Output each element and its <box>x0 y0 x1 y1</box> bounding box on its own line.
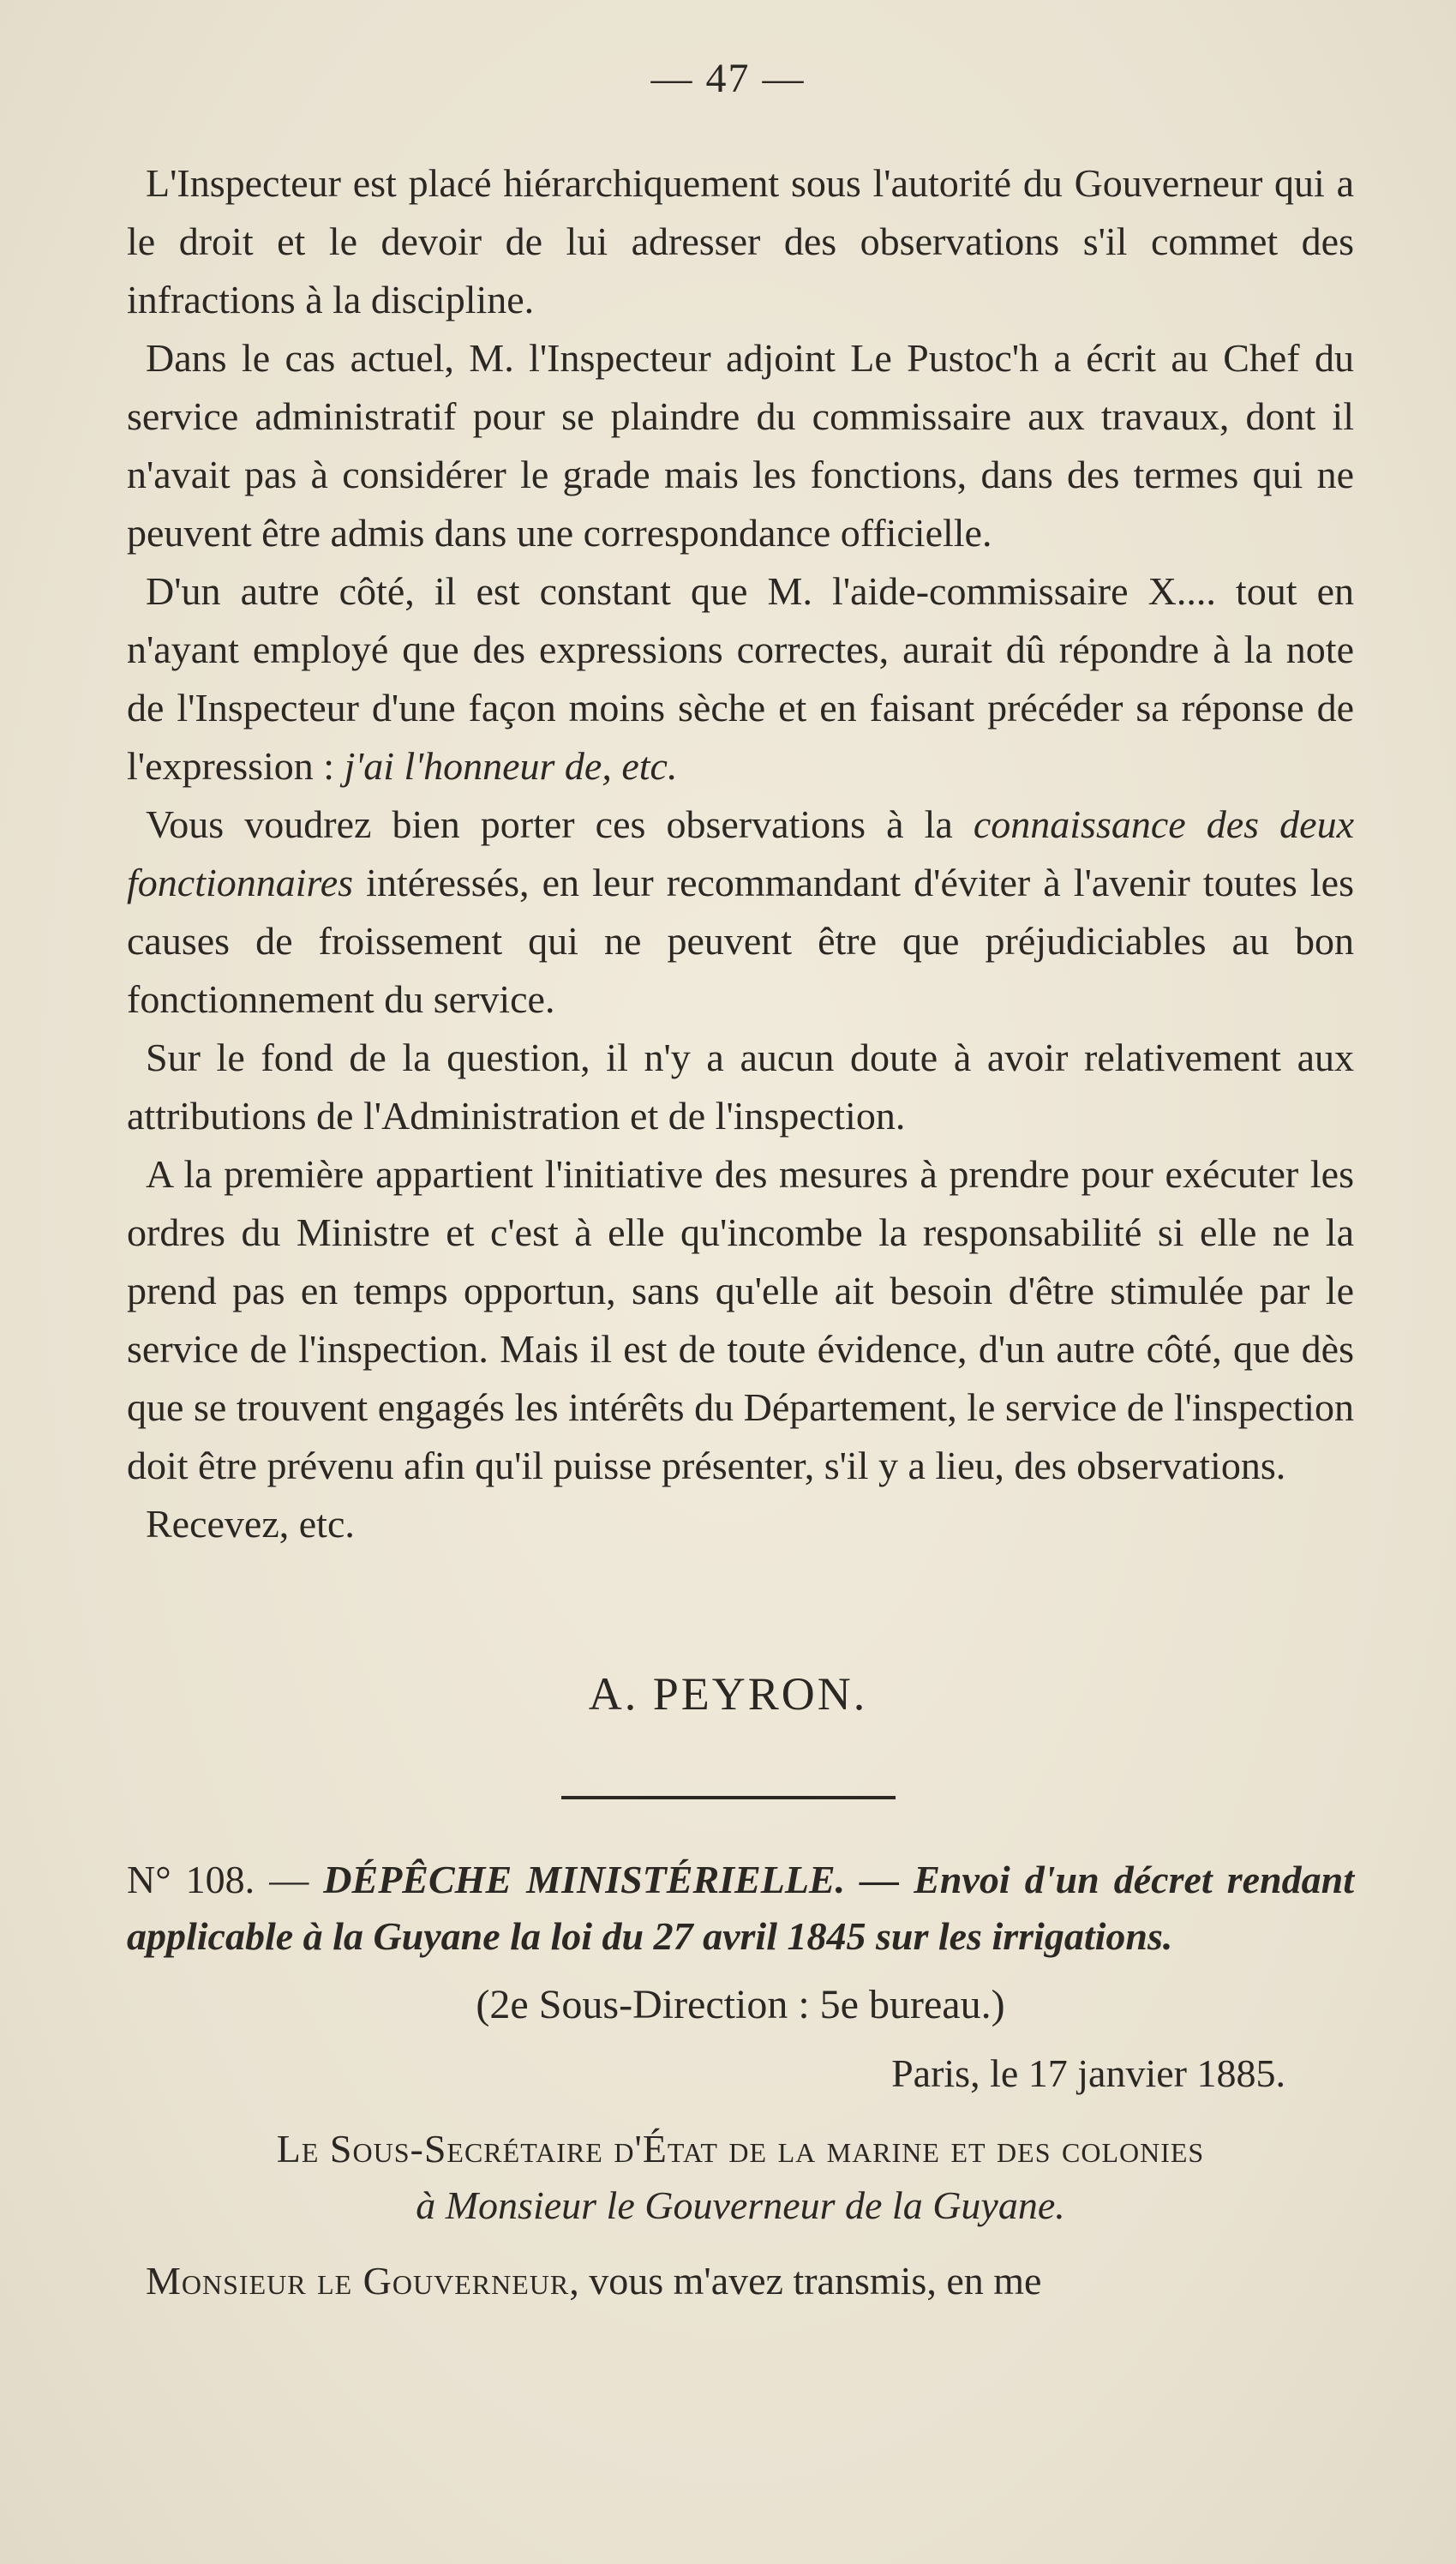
paragraph-3 <box>127 562 1354 796</box>
dispatch-number: N° 108. — <box>127 1858 324 1901</box>
letter-body <box>127 154 1354 1553</box>
paragraph-4-text-a: Vous voudrez bien porter ces observations à la <box>146 802 974 846</box>
paragraph-4-italic: connaissance des deux fonctionnaires <box>127 802 1354 904</box>
dispatch-opening-text: , vous m'avez transmis, en me <box>569 2259 1042 2303</box>
paragraph-5: Sur le fond de la question, il n'y a aucun doute à avoir relativement aux attributions de l'Administration et de l'inspection. <box>127 1036 1354 1138</box>
dispatch-title: DÉPÊCHE MINISTÉRIELLE. — Envoi d'un décret rendant applicable à la Guyane la loi du 27 avril 1845 sur les irrigations. <box>127 1858 1354 1958</box>
section-divider <box>561 1796 896 1799</box>
dispatch-direction: (2e Sous-Direction : 5e bureau.) <box>476 1982 1005 2027</box>
paragraph-4-text-c: intéressés, en leur recommandant d'éviter à l'avenir toutes les causes de froissement qui ne peuvent être que préjudiciables au bon fonctionnement du service. <box>127 861 1354 1021</box>
dispatch-section <box>127 1852 1354 2309</box>
dispatch-salutation: Monsieur le Gouverneur <box>146 2259 570 2303</box>
paragraph-4 <box>127 796 1354 1029</box>
paragraph-3-italic: j'ai l'honneur de, etc. <box>344 744 678 788</box>
paragraph-1: L'Inspecteur est placé hiérarchiquement sous l'autorité du Gouverneur qui a le droit et le devoir de lui adresser des observations s'il commet des infractions à la discipline. <box>127 161 1354 321</box>
dispatch-sender: Le Sous-Secrétaire d'État de la marine et des colonies <box>276 2127 1205 2171</box>
paragraph-6: A la première appartient l'initiative des mesures à prendre pour exécuter les ordres du Ministre et c'est à elle qu'incombe la responsabilité si elle ne la prend pas en temps opportun, sans qu'elle ait besoin d'être stimulée par le service de l'inspection. Mais il est de toute évidence, d'un autre côté, que dès que se trouvent engagés les intérêts du Département, le service de l'inspection doit être prévenu afin qu'il puisse présenter, s'il y a lieu, des observations. <box>127 1152 1354 1487</box>
paragraph-2: Dans le cas actuel, M. l'Inspecteur adjoint Le Pustoc'h a écrit au Chef du service administratif pour se plaindre du commissaire aux travaux, dont il n'avait pas à considérer le grade mais les fonctions, dans des termes qui ne peuvent être admis dans une correspondance officielle. <box>127 336 1354 555</box>
dispatch-heading <box>127 1852 1354 1965</box>
paragraph-3-text: D'un autre côté, il est constant que M. l'aide-commissaire X.... tout en n'ayant employé que des expressions correctes, aurait dû répondre à la note de l'Inspecteur d'une façon moins sèche et en faisant précéder sa réponse de l'expression : <box>127 569 1354 788</box>
dispatch-date: Paris, le 17 janvier 1885. <box>891 2051 1285 2095</box>
paragraph-7: Recevez, etc. <box>146 1502 355 1546</box>
dispatch-recipient: à Monsieur le Gouverneur de la Guyane. <box>416 2183 1065 2227</box>
dispatch-opening <box>127 2253 1354 2309</box>
page-number: — 47 — <box>650 56 806 101</box>
signature: A. PEYRON. <box>588 1668 868 1720</box>
